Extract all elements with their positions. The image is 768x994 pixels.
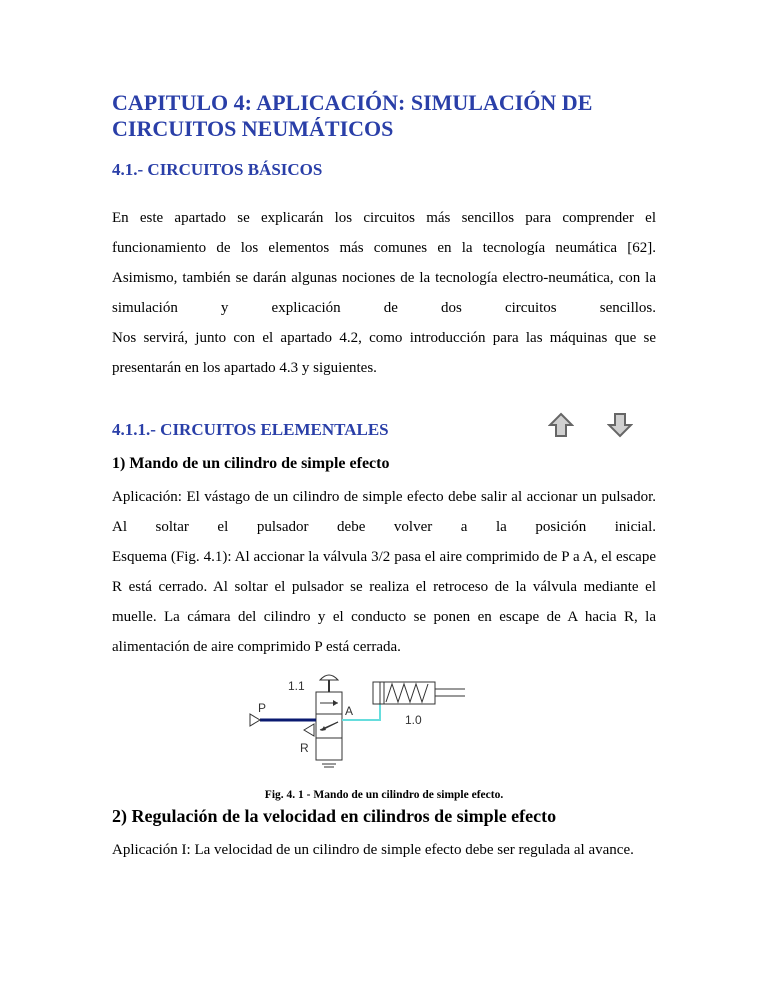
port-a-label: A [345, 704, 354, 718]
port-r-label: R [300, 741, 309, 755]
section-heading: 4.1.- CIRCUITOS BÁSICOS [112, 160, 323, 179]
port-p-label: P [258, 701, 267, 715]
paragraph-intro [112, 203, 656, 383]
arrow-down-icon[interactable] [607, 412, 633, 438]
paragraph-text: Nos servirá, junto con el apartado 4.2, como introducción para las máquinas que se presentarán en los apartado 4.3 y siguientes. [112, 330, 656, 376]
chapter-title: CAPITULO 4: APLICACIÓN: SIMULACIÓN DE CIRCUITOS NEUMÁTICOS [112, 90, 593, 141]
paragraph-text: Aplicación: El vástago de un cilindro de simple efecto debe salir al accionar un pulsador. Al soltar el pulsador debe volver a la posición inicial. [112, 489, 656, 535]
paragraph-text: En este apartado se explicarán los circuitos más sencillos para comprender el funcionamiento de los elementos más comunes en la tecnología neumática [62]. Asimismo, también se darán algunas nociones de la tecnología electro-neumática, con la simulación y explicación de dos circuitos sencillos. [112, 210, 656, 316]
figure-caption: Fig. 4. 1 - Mando de un cilindro de simple efecto. [264, 789, 504, 801]
paragraph-text: Esquema (Fig. 4.1): Al accionar la válvula 3/2 pasa el aire comprimido de P a A, el escape R está cerrado. Al soltar el pulsador se realiza el retroceso de la válvula mediante el muelle. La cámara del cilindro y el conducto se ponen en escape de A hacia R, la alimentación de aire comprimido P está cerrada. [112, 549, 656, 655]
paragraph-control [112, 482, 656, 662]
heading-speed-regulation: 2) Regulación de la velocidad en cilindros de simple efecto [112, 806, 557, 826]
pneumatic-circuit-diagram [220, 660, 470, 775]
subsection-heading: 4.1.1.- CIRCUITOS ELEMENTALES [112, 420, 389, 439]
paragraph-application: Aplicación I: La velocidad de un cilindro de simple efecto debe ser regulada al avance. [112, 842, 634, 858]
arrow-up-icon[interactable] [548, 412, 574, 438]
heading-single-acting-cylinder: 1) Mando de un cilindro de simple efecto [112, 455, 390, 472]
cylinder-label: 1.0 [405, 713, 422, 727]
valve-label: 1.1 [288, 679, 305, 693]
